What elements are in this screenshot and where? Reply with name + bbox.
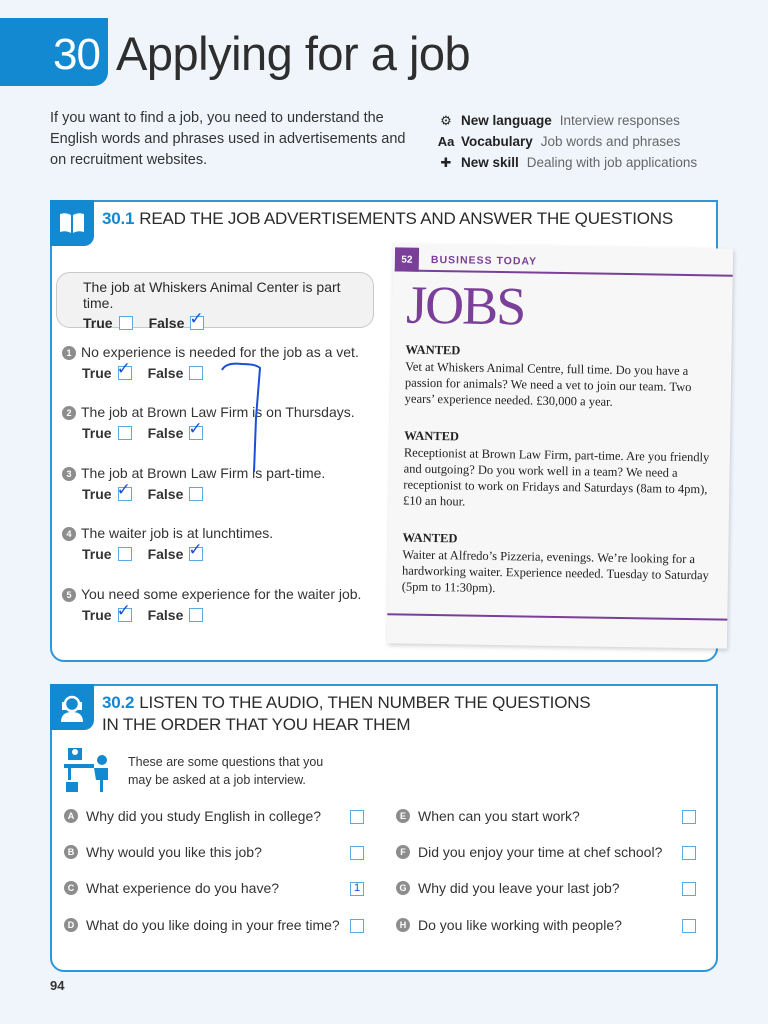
- ad-body: Waiter at Alfredo’s Pizzeria, evenings. We’re looking for a hardworking waiter. Experience needed. Tuesday to Saturday (5pm to 11:30pm).: [401, 547, 709, 596]
- newspaper-clipping: [387, 243, 733, 648]
- question-text: The job at Brown Law Firm is part-time.: [81, 465, 326, 481]
- newspaper-header: [395, 247, 733, 276]
- question-2: [62, 404, 355, 441]
- question-text: Why did you leave your last job?: [418, 880, 620, 896]
- exercise-number: 30.1: [102, 209, 135, 228]
- question-5: [62, 586, 361, 623]
- true-checkbox[interactable]: [118, 426, 132, 440]
- question-text: When can you start work?: [418, 808, 580, 824]
- question-4: [62, 525, 273, 562]
- question-1: [62, 344, 359, 381]
- ad-body: Vet at Whiskers Animal Centre, full time. Do you have a passion for animals? We need a vet to join our team. Two years’ experience needed. £30,000 a year.: [404, 359, 692, 409]
- meta-value: Job words and phrases: [540, 134, 681, 149]
- question-number: 5: [62, 588, 76, 602]
- question-text: The job at Brown Law Firm is on Thursdays.: [81, 404, 355, 420]
- exercise-number: 30.2: [102, 693, 135, 712]
- false-label: False: [147, 546, 184, 562]
- true-checkbox[interactable]: [119, 316, 133, 330]
- interview-question-d: [64, 917, 340, 933]
- meta-value: Dealing with job applications: [526, 155, 698, 170]
- meta-key: Vocabulary: [461, 134, 533, 149]
- newspaper-brand: BUSINESS TODAY: [430, 253, 538, 268]
- question-3: [62, 465, 325, 502]
- true-label: True: [83, 315, 113, 331]
- ad-heading: WANTED: [402, 530, 458, 546]
- job-ad-receptionist: [403, 428, 714, 514]
- order-box-g[interactable]: [682, 882, 696, 896]
- false-label: False: [147, 425, 184, 441]
- false-checkbox[interactable]: [189, 366, 203, 380]
- exercise-title: [102, 208, 673, 230]
- question-letter: F: [396, 845, 410, 859]
- exercise-instruction: READ THE JOB ADVERTISEMENTS AND ANSWER THE QUESTIONS: [139, 209, 674, 228]
- true-label: True: [82, 607, 112, 623]
- true-label: True: [82, 425, 112, 441]
- question-text: The waiter job is at lunchtimes.: [81, 525, 274, 541]
- question-text: What do you like doing in your free time?: [86, 917, 340, 933]
- gears-icon: ⚙: [440, 113, 452, 128]
- true-false-row: [62, 540, 273, 562]
- newspaper-page-number: 52: [395, 247, 419, 271]
- question-number: 2: [62, 406, 76, 420]
- intro-line-2: may be asked at a job interview.: [128, 773, 306, 787]
- question-text: Do you like working with people?: [418, 917, 622, 933]
- interview-question-b: [64, 844, 262, 860]
- false-label: False: [147, 365, 184, 381]
- false-label: False: [148, 315, 185, 331]
- ad-heading: WANTED: [405, 342, 461, 358]
- checkmark-icon: ✓: [188, 540, 203, 559]
- checkmark-icon: ✓: [116, 359, 131, 378]
- false-checkbox[interactable]: [189, 309, 204, 330]
- meta-new-language: [436, 110, 697, 131]
- question-text: Why did you study English in college?: [86, 808, 322, 824]
- question-text: What experience do you have?: [86, 880, 280, 896]
- true-checkbox[interactable]: [116, 601, 132, 622]
- intro-text: If you want to find a job, you need to understand the English words and phrases used in advertisements and on recruitment websites.: [50, 110, 406, 168]
- job-ad-waiter: [402, 530, 713, 600]
- false-checkbox[interactable]: [189, 487, 203, 501]
- exercise-instruction-line1: LISTEN TO THE AUDIO, THEN NUMBER THE QUESTIONS: [139, 693, 591, 712]
- true-false-row: [62, 601, 361, 623]
- meta-key: New skill: [461, 155, 519, 170]
- exercise-title: [102, 692, 590, 736]
- true-label: True: [82, 486, 112, 502]
- intro-line-1: These are some questions that you: [128, 755, 324, 769]
- exercise-30-2-panel: [50, 684, 718, 972]
- question-text: You need some experience for the waiter job.: [81, 586, 362, 602]
- false-checkbox[interactable]: [188, 540, 203, 561]
- exercise-30-1-panel: [50, 200, 718, 662]
- question-letter: H: [396, 918, 410, 932]
- puzzle-icon: ✚: [440, 155, 452, 170]
- page-number: 94: [50, 978, 65, 993]
- question-letter: D: [64, 918, 78, 932]
- vocabulary-icon: Aa: [437, 134, 455, 149]
- true-false-row: [62, 359, 359, 381]
- question-text: Did you enjoy your time at chef school?: [418, 844, 663, 860]
- checkmark-icon: ✓: [189, 309, 204, 328]
- interview-question-h: [396, 917, 622, 933]
- true-false-row: [62, 480, 325, 502]
- false-checkbox[interactable]: [188, 419, 203, 440]
- question-text: No experience is needed for the job as a vet.: [81, 344, 359, 360]
- question-letter: G: [396, 881, 410, 895]
- true-checkbox[interactable]: [116, 480, 132, 501]
- question-letter: C: [64, 881, 78, 895]
- true-label: True: [82, 365, 112, 381]
- job-ad-vet: [405, 342, 716, 412]
- interview-question-g: [396, 880, 620, 896]
- ad-heading: WANTED: [404, 428, 460, 444]
- example-text: The job at Whiskers Animal Center is part time.: [83, 279, 341, 311]
- question-letter: B: [64, 845, 78, 859]
- order-box-f[interactable]: [682, 846, 696, 860]
- order-box-c[interactable]: 1: [350, 882, 364, 896]
- example-question: [56, 272, 374, 331]
- exercise-intro: [64, 746, 323, 796]
- ad-body: Receptionist at Brown Law Firm, part-time. Are you friendly and outgoing? Do you work well in a team? We need a receptionist to work on Fridays and Saturdays (8am to 4pm), £10 an hour.: [403, 445, 710, 509]
- meta-new-skill: [436, 152, 697, 173]
- unit-number-badge: 30: [0, 18, 108, 86]
- false-label: False: [147, 607, 184, 623]
- true-false-row: [62, 419, 355, 441]
- question-text: Why would you like this job?: [86, 844, 262, 860]
- order-box-b[interactable]: [350, 846, 364, 860]
- true-false-row: [83, 309, 373, 331]
- interview-question-e: [396, 808, 580, 824]
- checkmark-icon: ✓: [116, 480, 131, 499]
- headphones-listener-icon: [50, 684, 94, 730]
- interview-question-f: [396, 844, 662, 860]
- exercise-instruction-line2: IN THE ORDER THAT YOU HEAR THEM: [102, 715, 411, 734]
- checkmark-icon: ✓: [188, 419, 203, 438]
- false-label: False: [147, 486, 184, 502]
- order-box-e[interactable]: [682, 810, 696, 824]
- true-checkbox[interactable]: [116, 359, 132, 380]
- book-icon: [50, 200, 94, 246]
- question-letter: A: [64, 809, 78, 823]
- job-interview-icon: [64, 746, 116, 796]
- lesson-meta: [436, 110, 697, 173]
- false-checkbox[interactable]: [189, 608, 203, 622]
- true-label: True: [82, 546, 112, 562]
- question-number: 1: [62, 346, 76, 360]
- question-letter: E: [396, 809, 410, 823]
- meta-key: New language: [461, 113, 552, 128]
- meta-value: Interview responses: [559, 113, 680, 128]
- page-title: Applying for a job: [116, 27, 471, 80]
- interview-question-c: [64, 880, 279, 896]
- question-number: 3: [62, 467, 76, 481]
- order-box-a[interactable]: [350, 810, 364, 824]
- newspaper-footer-rule: [387, 613, 727, 620]
- checkmark-icon: ✓: [116, 601, 131, 620]
- meta-vocabulary: [436, 131, 697, 152]
- interview-question-a: [64, 808, 321, 824]
- question-number: 4: [62, 527, 76, 541]
- order-box-h[interactable]: [682, 919, 696, 933]
- true-checkbox[interactable]: [118, 547, 132, 561]
- newspaper-headline: JOBS: [405, 274, 525, 337]
- order-box-d[interactable]: [350, 919, 364, 933]
